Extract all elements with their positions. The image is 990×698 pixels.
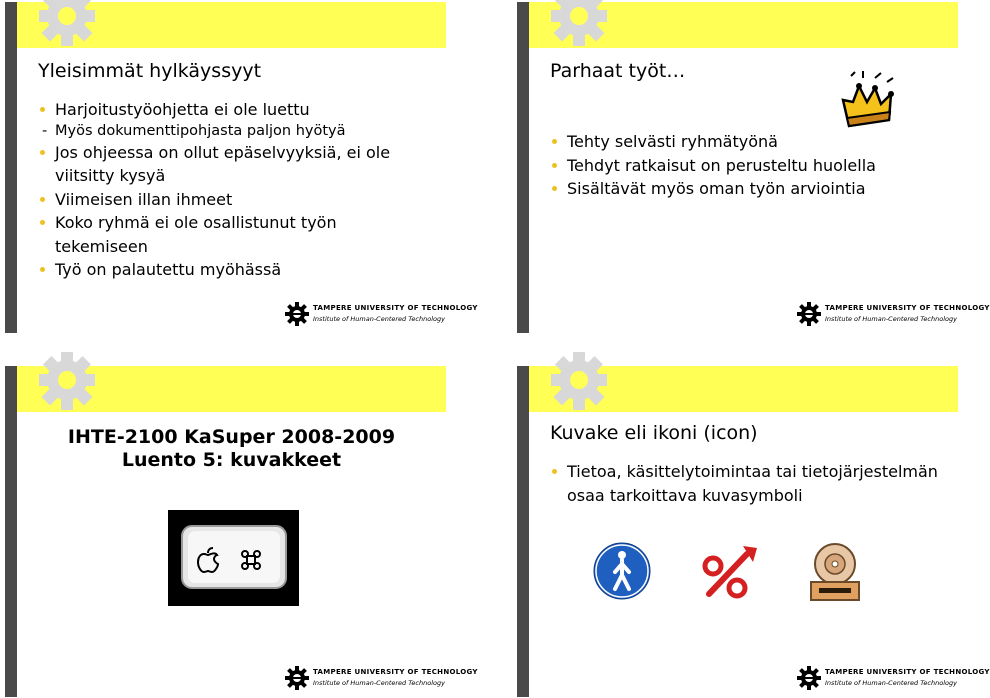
bullet-icon — [552, 139, 557, 144]
slide-hylkayssyyt — [5, 2, 478, 333]
bullet-icon — [40, 197, 45, 202]
pedestrian-sign-icon — [593, 542, 651, 600]
bullet-icon — [40, 107, 45, 112]
disc-drive-icon — [805, 542, 865, 604]
list-item: Tehty selvästi ryhmätyönä — [550, 130, 950, 154]
list-item: Tietoa, käsittelytoimintaa tai tietojärjestelmän osaa tarkoittava kuvasymboli — [550, 460, 950, 507]
slide-title: Parhaat työt… — [550, 60, 686, 82]
slide-title: Kuvake eli ikoni (icon) — [550, 422, 758, 444]
list-item: Sisältävät myös oman työn arviointia — [550, 177, 950, 201]
tut-cog-icon — [285, 666, 309, 690]
list-item: Tehdyt ratkaisut on perusteltu huolella — [550, 154, 950, 178]
tut-cog-icon — [797, 666, 821, 690]
slide-side-bar — [5, 2, 17, 333]
slide-title: Yleisimmät hylkäyssyyt — [38, 60, 262, 82]
slide-title-kuvakkeet — [5, 366, 478, 697]
cog-decoration-icon — [531, 0, 627, 46]
tut-logo: TAMPERE UNIVERSITY OF TECHNOLOGY Institute of Human-Centered Technology — [285, 666, 445, 692]
cog-decoration-icon — [19, 0, 115, 46]
bullet-icon — [552, 163, 557, 168]
slide-side-bar — [5, 366, 17, 697]
percent-up-icon — [697, 544, 761, 602]
slide-parhaat-tyot — [517, 2, 990, 333]
bullet-icon — [552, 469, 557, 474]
list-item: Koko ryhmä ei ole osallistunut työn tekemiseen — [38, 211, 428, 258]
bullet-icon — [40, 267, 45, 272]
apple-command-key-icon — [168, 510, 299, 606]
bullet-list — [550, 130, 950, 201]
tut-cog-icon — [797, 302, 821, 326]
slide-kuvake-ikoni — [517, 366, 990, 697]
list-item: Viimeisen illan ihmeet — [38, 188, 428, 212]
bullet-list — [38, 98, 428, 282]
tut-cog-icon — [285, 302, 309, 326]
cog-decoration-icon — [531, 352, 627, 410]
tut-logo: TAMPERE UNIVERSITY OF TECHNOLOGY Institute of Human-Centered Technology — [797, 302, 957, 328]
bullet-list — [550, 460, 950, 507]
list-item: Harjoitustyöohjetta ei ole luettu — [38, 98, 428, 122]
tut-logo: TAMPERE UNIVERSITY OF TECHNOLOGY Institute of Human-Centered Technology — [797, 666, 957, 692]
slide-side-bar — [517, 2, 529, 333]
bullet-icon — [40, 220, 45, 225]
bullet-icon — [40, 150, 45, 155]
slide-side-bar — [517, 366, 529, 697]
list-subitem: - Myös dokumenttipohjasta paljon hyötyä — [42, 122, 346, 139]
list-item: Jos ohjeessa on ollut epäselvyyksiä, ei ole viitsitty kysyä — [38, 141, 428, 188]
slide-title: IHTE-2100 KaSuper 2008-2009 Luento 5: kuvakkeet — [67, 426, 396, 471]
cog-decoration-icon — [19, 352, 115, 410]
crown-icon — [835, 70, 897, 134]
list-item: Työ on palautettu myöhässä — [38, 258, 428, 282]
tut-logo: TAMPERE UNIVERSITY OF TECHNOLOGY Institute of Human-Centered Technology — [285, 302, 445, 328]
bullet-icon — [552, 186, 557, 191]
